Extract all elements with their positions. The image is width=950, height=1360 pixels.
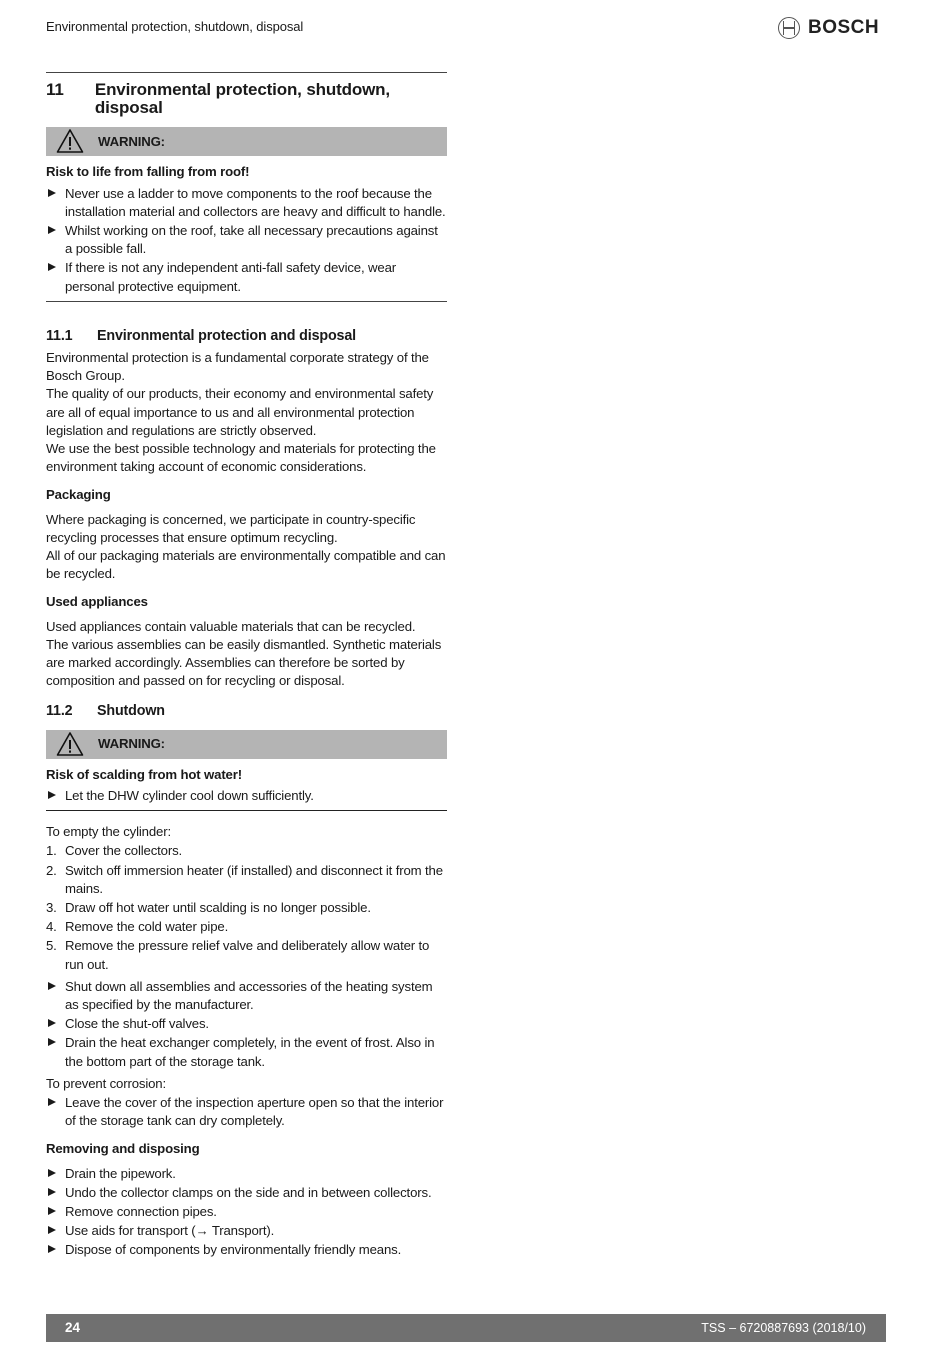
brand-name: BOSCH	[808, 17, 880, 38]
warning-triangle-icon	[46, 127, 86, 156]
paragraph: Environmental protection is a fundamental corporate strategy of the Bosch Group.	[46, 350, 429, 384]
list-item	[46, 937, 447, 973]
list-item	[46, 259, 447, 295]
section-title: Environmental protection, shutdown, disposal	[94, 80, 390, 118]
paragraph: Where packaging is concerned, we participate in country-specific recycling processes that ensure optimum recycling.	[46, 511, 416, 545]
warning-triangle-icon	[46, 730, 86, 759]
bullet-arrow-icon	[48, 1019, 56, 1027]
content-column	[46, 72, 447, 1261]
bullet-arrow-icon	[48, 1098, 56, 1106]
warning-bar	[46, 127, 447, 156]
list-item	[46, 787, 447, 805]
removing-list	[46, 1165, 447, 1260]
list-item-text: Leave the cover of the inspection aperture open so that the interior of the storage tank can dry completely.	[65, 1094, 444, 1129]
list-item	[46, 1203, 447, 1221]
packaging-heading: Packaging	[46, 487, 111, 503]
step-number: 1.	[46, 843, 57, 859]
list-item-text: Dispose of components by environmentally friendly means.	[65, 1242, 402, 1258]
list-item-text: If there is not any independent anti-fall safety device, wear personal protective equipment.	[65, 260, 396, 294]
running-header: Environmental protection, shutdown, disposal	[46, 19, 304, 34]
bullet-arrow-icon	[48, 226, 56, 234]
paragraph: The various assemblies can be easily dismantled. Synthetic materials are marked accordingly. Assemblies can therefore be sorted by composition and passed on for recycling or disposal.	[46, 636, 442, 689]
bosch-logo-icon	[778, 17, 800, 39]
step-number: 5.	[46, 938, 57, 954]
list-item	[46, 1165, 447, 1183]
step-number: 4.	[46, 919, 57, 935]
corrosion-intro: To prevent corrosion:	[46, 1075, 166, 1091]
section-11-heading	[46, 81, 447, 117]
section-11-2-heading	[46, 702, 447, 720]
used-appliances-heading: Used appliances	[46, 594, 148, 610]
list-item	[46, 185, 447, 221]
bullet-arrow-icon	[48, 1169, 56, 1177]
section-11-1-heading	[46, 327, 447, 345]
section-title: Shutdown	[97, 703, 165, 720]
list-item-text: Close the shut-off valves.	[65, 1016, 209, 1032]
section-number: 11.2	[46, 703, 73, 720]
warning-list	[46, 185, 447, 296]
paragraph: Used appliances contain valuable materials that can be recycled.	[46, 618, 416, 634]
page-number: 24	[65, 1320, 81, 1335]
empty-intro: To empty the cylinder:	[46, 824, 171, 840]
bullet-arrow-icon	[48, 1188, 56, 1196]
list-item-text: Drain the pipework.	[65, 1165, 176, 1181]
list-item	[46, 1184, 447, 1202]
list-item	[46, 842, 447, 860]
warning-list	[46, 787, 447, 805]
list-item-text: Shut down all assemblies and accessories of the heating system as specified by the manufacturer.	[65, 978, 433, 1012]
list-item	[46, 1034, 447, 1070]
bullet-arrow-icon	[48, 1226, 56, 1234]
bullet-arrow-icon	[48, 189, 56, 197]
list-item-text: Never use a ladder to move components to the roof because the installation material and collectors are heavy and difficult to handle.	[65, 185, 446, 219]
warning-risk: Risk to life from falling from roof!	[46, 164, 250, 180]
list-item	[46, 222, 447, 258]
document-id: TSS – 6720887693 (2018/10)	[701, 1321, 866, 1335]
list-item-text: Switch off immersion heater (if installed) and disconnect it from the mains.	[65, 862, 443, 896]
list-item	[46, 1094, 447, 1130]
bullet-arrow-icon	[48, 982, 56, 990]
corrosion-list	[46, 1094, 447, 1130]
step-number: 2.	[46, 862, 57, 878]
list-item	[46, 1222, 447, 1240]
bullet-arrow-icon	[48, 263, 56, 271]
removing-heading: Removing and disposing	[46, 1141, 200, 1157]
bullet-arrow-icon	[48, 1207, 56, 1215]
list-item	[46, 1241, 447, 1259]
section-number: 11.1	[46, 327, 73, 344]
section-number: 11	[46, 80, 64, 99]
list-item-text: Whilst working on the roof, take all necessary precautions against a possible fall.	[65, 223, 438, 257]
list-item-text: Use aids for transport (→ Transport).	[65, 1223, 275, 1239]
list-item-text: Draw off hot water until scalding is no longer possible.	[65, 899, 371, 915]
list-item	[46, 899, 447, 917]
list-item-text: Remove the pressure relief valve and deliberately allow water to run out.	[65, 938, 430, 972]
list-item	[46, 978, 447, 1014]
empty-steps-list	[46, 842, 447, 973]
list-item-text: Remove the cold water pipe.	[65, 919, 229, 935]
bullet-arrow-icon	[48, 791, 56, 799]
warning-risk: Risk of scalding from hot water!	[46, 766, 242, 782]
list-item	[46, 862, 447, 898]
warning-block	[46, 163, 447, 301]
step-number: 3.	[46, 899, 57, 915]
paragraph: We use the best possible technology and materials for protecting the environment taking account of economic considerations.	[46, 441, 436, 475]
list-item-text: Cover the collectors.	[65, 843, 183, 859]
list-item	[46, 918, 447, 936]
page-footer	[46, 1314, 886, 1342]
bullet-arrow-icon	[48, 1245, 56, 1253]
warning-bar	[46, 730, 447, 759]
list-item-text: Let the DHW cylinder cool down sufficiently.	[65, 787, 314, 803]
section-divider	[46, 72, 447, 73]
list-item	[46, 1015, 447, 1033]
list-item-text: Drain the heat exchanger completely, in the event of frost. Also in the bottom part of the storage tank.	[65, 1035, 435, 1069]
list-item-text: Undo the collector clamps on the side and in between collectors.	[65, 1184, 432, 1200]
brand	[778, 17, 879, 39]
bullet-arrow-icon	[48, 1038, 56, 1046]
section-title: Environmental protection and disposal	[97, 327, 356, 344]
list-item-text: Remove connection pipes.	[65, 1203, 217, 1219]
warning-block	[46, 766, 447, 811]
paragraph: All of our packaging materials are environmentally compatible and can be recycled.	[46, 548, 446, 582]
shutdown-list	[46, 978, 447, 1071]
paragraph: The quality of our products, their economy and environmental safety are all of equal importance to us and all environmental protection legislation and regulations are strictly observed.	[46, 386, 434, 438]
warning-label: WARNING:	[98, 133, 165, 149]
warning-label: WARNING:	[98, 736, 165, 752]
